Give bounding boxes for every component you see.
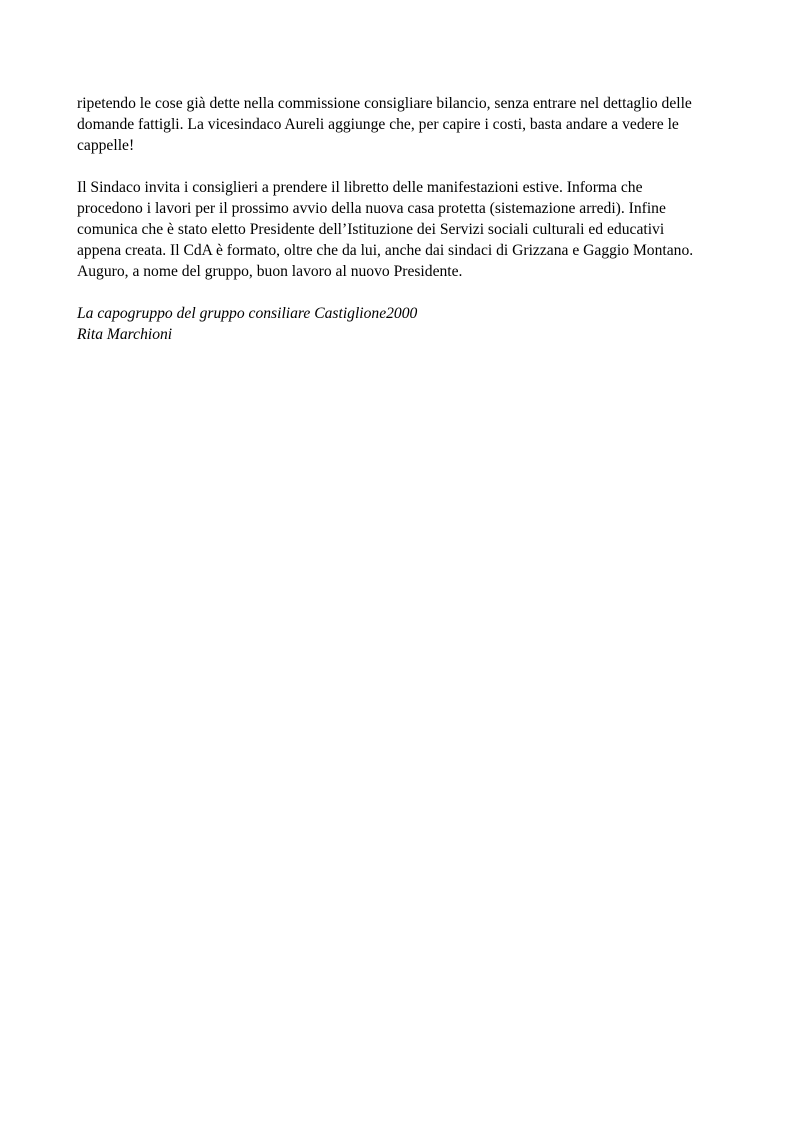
paragraph-mayor-announcements <box>77 177 757 282</box>
text-line: Auguro, a nome del gruppo, buon lavoro al nuovo Presidente. <box>77 263 463 280</box>
text-line: appena creata. Il CdA è formato, oltre che da lui, anche dai sindaci di Grizzana e Gaggio Montano. <box>77 242 694 259</box>
paragraph-council-commission <box>77 93 757 156</box>
signature-name: Rita Marchioni <box>77 326 173 343</box>
text-line: Il Sindaco invita i consiglieri a prendere il libretto delle manifestazioni estive. Informa che <box>77 179 643 196</box>
signature-role: La capogruppo del gruppo consiliare Castiglione2000 <box>77 305 418 322</box>
text-line: ripetendo le cose già dette nella commissione consigliare bilancio, senza entrare nel dettaglio delle <box>77 95 692 112</box>
text-line: procedono i lavori per il prossimo avvio della nuova casa protetta (sistemazione arredi). Infine <box>77 200 666 217</box>
document-body <box>77 93 757 345</box>
text-line: comunica che è stato eletto Presidente dell’Istituzione dei Servizi sociali culturali ed educativi <box>77 221 665 238</box>
text-line: domande fattigli. La vicesindaco Aureli aggiunge che, per capire i costi, basta andare a vedere le <box>77 116 679 133</box>
signature-block <box>77 303 757 345</box>
text-line: cappelle! <box>77 137 135 154</box>
